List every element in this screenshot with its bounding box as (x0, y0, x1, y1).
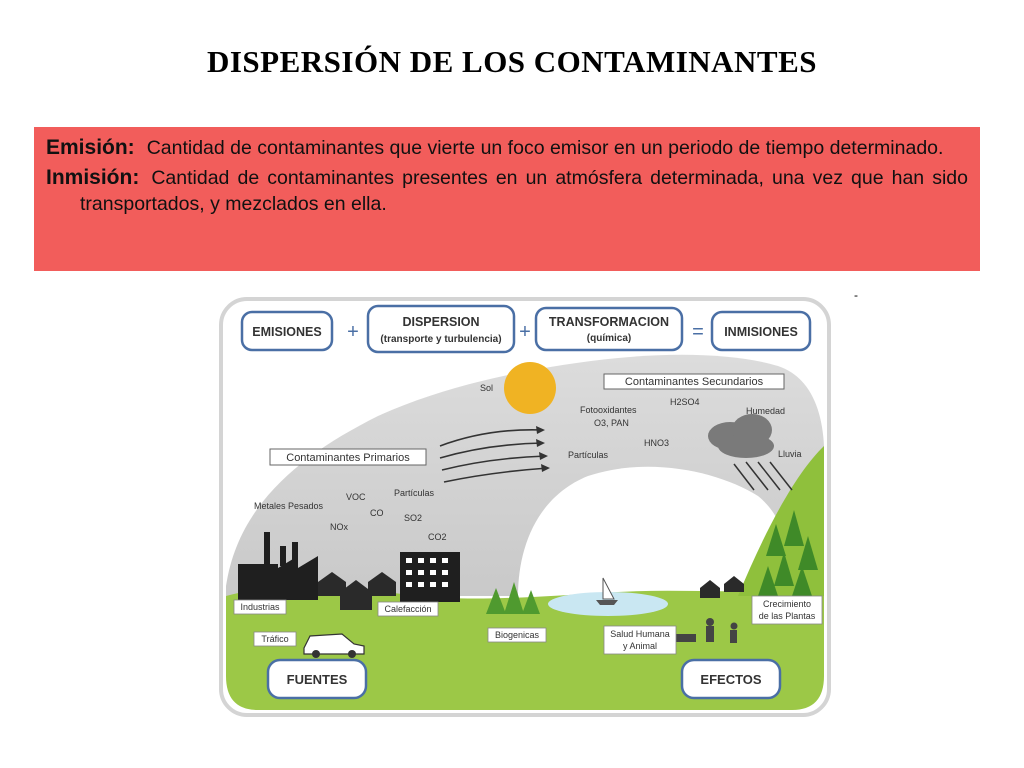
secundarios-label: Contaminantes Secundarios (624, 376, 764, 388)
page-title: DISPERSIÓN DE LOS CONTAMINANTES (206, 44, 818, 79)
pollutant-label: H2SO4 (670, 397, 700, 407)
crecimiento-label-1: Crecimiento (762, 599, 812, 609)
pollutant-label: CO (370, 508, 384, 518)
industrias-label: Industrias (240, 602, 280, 612)
pollutant-label: O3, PAN (594, 418, 629, 428)
dispersion-label: DISPERSION (402, 315, 480, 329)
salud-label-2: y Animal (622, 641, 658, 651)
building-icon (400, 552, 460, 602)
definition-inmision (46, 165, 968, 217)
pollutant-label: Partículas (394, 488, 435, 498)
salud-label-1: Salud Humana (610, 629, 670, 639)
plus-sign-1: + (347, 321, 359, 343)
pollutant-label: NOx (330, 522, 348, 532)
pollutant-dispersion-diagram (218, 296, 832, 718)
crecimiento-label-2: de las Plantas (758, 611, 816, 621)
term-emision: Emisión: (46, 136, 135, 159)
definition-emision-text: Cantidad de contaminantes que vierte un foco emisor en un periodo de tiempo determinado. (146, 137, 944, 159)
primarios-label: Contaminantes Primarios (286, 452, 410, 464)
biogenicas-label: Biogenicas (494, 630, 540, 640)
plus-sign-2: + (519, 321, 531, 343)
pollutant-label: CO2 (428, 532, 447, 542)
transformacion-sub-label: (química) (586, 333, 632, 344)
pollutant-label: VOC (346, 492, 366, 502)
calefaccion-label: Calefacción (384, 604, 432, 614)
sun-icon (504, 362, 556, 414)
pollutant-label: Partículas (568, 450, 609, 460)
definition-inmision-text: Cantidad de contaminantes presentes en un atmósfera determinada, una vez que han sido transportados, y mezclados en ella. (80, 167, 968, 215)
pollutant-label: SO2 (404, 513, 423, 523)
term-inmision: Inmisión: (46, 166, 140, 189)
transformacion-label: TRANSFORMACION (548, 315, 670, 329)
efectos-label: EFECTOS (700, 672, 762, 687)
definitions-box (34, 127, 980, 271)
pollutant-label: Fotooxidantes (580, 405, 637, 415)
pollutant-label: Lluvia (778, 449, 802, 459)
equals-sign: = (692, 321, 704, 343)
dispersion-box (368, 306, 514, 352)
emisiones-label: EMISIONES (252, 325, 322, 339)
fuentes-label: FUENTES (286, 672, 348, 687)
stray-dash: - (854, 288, 858, 302)
pollutant-label: Metales Pesados (254, 501, 324, 511)
definition-emision (46, 135, 968, 161)
pollutant-label: HNO3 (644, 438, 670, 448)
inmisiones-label: INMISIONES (724, 325, 798, 339)
trafico-label: Tráfico (261, 634, 289, 644)
sol-label: Sol (480, 383, 494, 393)
pollutant-label: Humedad (746, 406, 786, 416)
dispersion-sub-label: (transporte y turbulencia) (380, 334, 502, 345)
